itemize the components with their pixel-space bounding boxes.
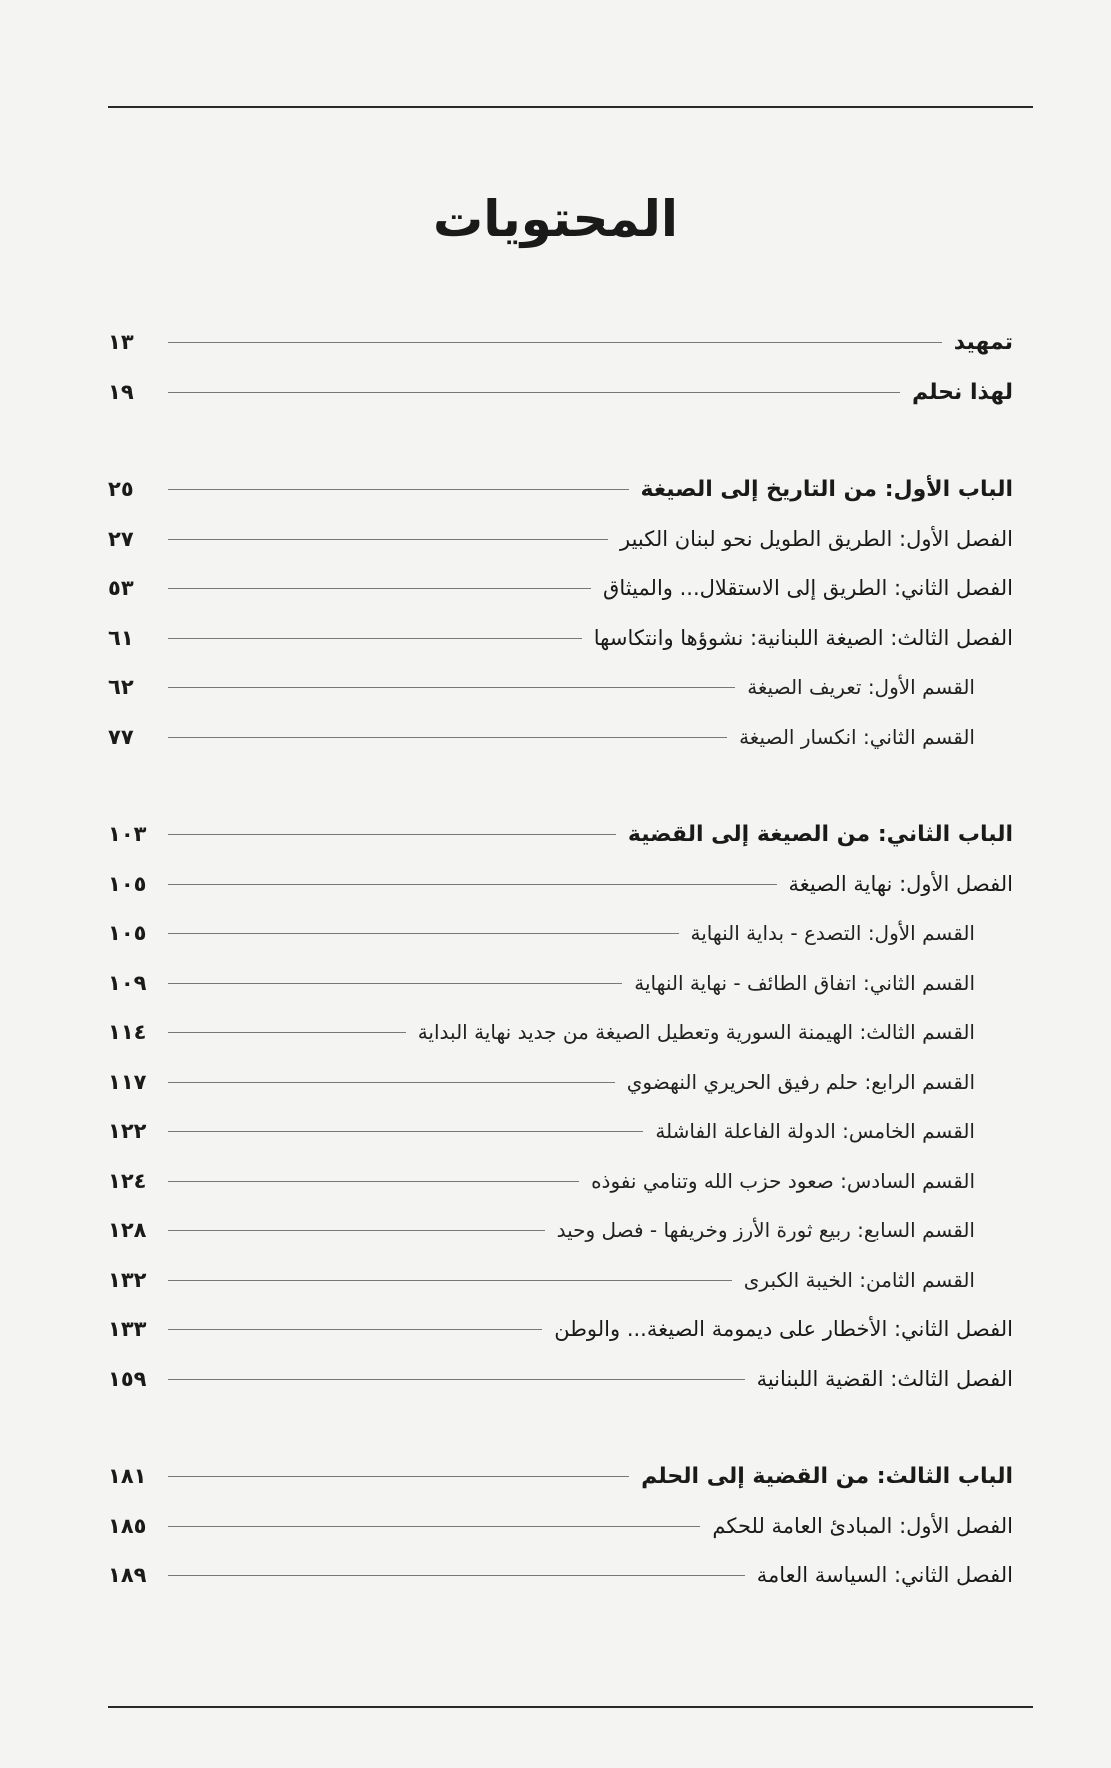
toc-entry-label: القسم السابع: ربيع ثورة الأرز وخريفها - فصل وحيد (556, 1218, 975, 1242)
toc-entry-label: القسم الرابع: حلم رفيق الحريري النهضوي (626, 1069, 975, 1094)
toc-entry-page: ٢٥ (108, 477, 134, 501)
dot-leader (168, 588, 591, 589)
toc-entry-chapter[interactable] (108, 576, 1013, 626)
toc-entry-label: القسم الأول: التصدع - بداية النهاية (690, 921, 975, 945)
dot-leader (168, 1575, 745, 1576)
dot-leader (168, 1379, 745, 1380)
toc-entry-section[interactable] (108, 1169, 1013, 1219)
dot-leader (168, 1181, 579, 1182)
toc-entry-label: القسم الثامن: الخيبة الكبرى (743, 1267, 975, 1292)
toc-entry-page: ١٢٢ (108, 1119, 147, 1143)
toc-entry-part[interactable] (108, 477, 1013, 527)
dot-leader (168, 834, 616, 835)
dot-leader (168, 1476, 629, 1477)
toc-entry-page: ١٣ (108, 330, 134, 354)
dot-leader (168, 489, 629, 490)
dot-leader (168, 1230, 545, 1231)
page-title: المحتويات (432, 190, 679, 248)
toc-entry-section[interactable] (108, 921, 1013, 971)
toc-entry-section[interactable] (108, 1218, 1013, 1268)
dot-leader (168, 1082, 615, 1083)
dot-leader (168, 687, 735, 688)
toc-entry-section[interactable] (108, 1070, 1013, 1120)
toc-entry-label: الفصل الثالث: الصيغة اللبنانية: نشوؤها وانتكاسها (593, 625, 1013, 650)
toc-entry-chapter[interactable] (108, 527, 1013, 577)
toc-entry-label: لهذا نحلم (911, 379, 1013, 405)
section-gap (108, 774, 1013, 822)
toc-entry-page: ١٩ (108, 379, 134, 404)
toc-entry-page: ١٣٣ (108, 1317, 147, 1341)
toc-entry-page: ٦١ (108, 625, 134, 650)
toc-entry-page: ٥٣ (108, 576, 134, 600)
toc-entry-chapter[interactable] (108, 1367, 1013, 1417)
toc-entry-section[interactable] (108, 675, 1013, 725)
toc-entry-page: ١٣٢ (108, 1267, 147, 1292)
toc-entry-label: الباب الأول: من التاريخ إلى الصيغة (640, 477, 1013, 502)
dot-leader (168, 539, 608, 540)
toc-entry-label: القسم الأول: تعريف الصيغة (747, 675, 975, 699)
toc-entry-part[interactable] (108, 822, 1013, 872)
dot-leader (168, 933, 679, 934)
toc-entry-label: تمهيد (953, 330, 1013, 355)
dot-leader (168, 1329, 542, 1330)
toc-entry-label: القسم الثاني: انكسار الصيغة (739, 724, 975, 749)
toc-entry-section[interactable] (108, 1020, 1013, 1070)
toc-entry-section[interactable] (108, 1268, 1013, 1318)
toc-entry-page: ١٠٥ (108, 921, 147, 945)
toc-entry-page: ٦٢ (108, 675, 134, 699)
toc-entry-label: الفصل الأول: الطريق الطويل نحو لبنان الكبير (619, 526, 1013, 551)
toc-entry-label: الفصل الأول: المبادئ العامة للحكم (712, 1513, 1013, 1538)
toc-entry-label: الفصل الثاني: الأخطار على ديمومة الصيغة... والوطن (554, 1317, 1013, 1341)
toc-entry-label: الباب الثالث: من القضية إلى الحلم (641, 1464, 1013, 1489)
section-gap (108, 429, 1013, 477)
toc-entry-chapter[interactable] (108, 872, 1013, 922)
dot-leader (168, 1526, 700, 1527)
toc-entry-label: القسم السادس: صعود حزب الله وتنامي نفوذه (591, 1168, 975, 1193)
toc-entry-page: ١٠٩ (108, 970, 147, 995)
toc-entry[interactable] (108, 330, 1013, 380)
section-gap (108, 1416, 1013, 1464)
toc-entry-page: ١١٧ (108, 1069, 147, 1094)
toc-entry-page: ١١٤ (108, 1020, 147, 1044)
toc-entry-page: ١٨٥ (108, 1513, 147, 1538)
toc-entry-section[interactable] (108, 1119, 1013, 1169)
toc-entry-label: الفصل الثاني: السياسة العامة (756, 1563, 1013, 1587)
toc-entry-label: القسم الثالث: الهيمنة السورية وتعطيل الصيغة من جديد نهاية البداية (417, 1020, 975, 1044)
toc-entry-page: ١٨٩ (108, 1563, 147, 1587)
toc-entry-label: الباب الثاني: من الصيغة إلى القضية (627, 822, 1013, 847)
toc-entry-label: القسم الخامس: الدولة الفاعلة الفاشلة (655, 1119, 975, 1143)
toc-entry-section[interactable] (108, 725, 1013, 775)
dot-leader (168, 1032, 406, 1033)
toc-entry-page: ٢٧ (108, 526, 134, 551)
dot-leader (168, 638, 582, 639)
toc-entry-label: الفصل الأول: نهاية الصيغة (788, 871, 1013, 896)
toc-entry-chapter[interactable] (108, 626, 1013, 676)
dot-leader (168, 392, 900, 393)
toc-entry-page: ١٠٣ (108, 822, 147, 846)
toc-entry-page: ١٢٤ (108, 1168, 147, 1193)
dot-leader (168, 1280, 732, 1281)
top-rule (108, 106, 1033, 108)
dot-leader (168, 884, 777, 885)
toc-entry-page: ١٢٨ (108, 1218, 147, 1242)
toc-entry-page: ٧٧ (108, 724, 134, 749)
bottom-rule (108, 1706, 1033, 1708)
toc-entry-label: الفصل الثاني: الطريق إلى الاستقلال... والميثاق (603, 576, 1013, 600)
table-of-contents (108, 330, 1013, 1613)
toc-entry-label: الفصل الثالث: القضية اللبنانية (756, 1366, 1013, 1391)
toc-entry-section[interactable] (108, 971, 1013, 1021)
toc-entry-page: ١٨١ (108, 1464, 147, 1488)
toc-entry-page: ١٠٥ (108, 871, 147, 896)
toc-entry-chapter[interactable] (108, 1317, 1013, 1367)
toc-entry[interactable] (108, 380, 1013, 430)
toc-entry-chapter[interactable] (108, 1514, 1013, 1564)
dot-leader (168, 342, 942, 343)
toc-entry-part[interactable] (108, 1464, 1013, 1514)
dot-leader (168, 983, 622, 984)
dot-leader (168, 1131, 643, 1132)
toc-entry-label: القسم الثاني: اتفاق الطائف - نهاية النهاية (634, 970, 975, 995)
dot-leader (168, 737, 727, 738)
toc-entry-chapter[interactable] (108, 1563, 1013, 1613)
toc-entry-page: ١٥٩ (108, 1366, 147, 1391)
